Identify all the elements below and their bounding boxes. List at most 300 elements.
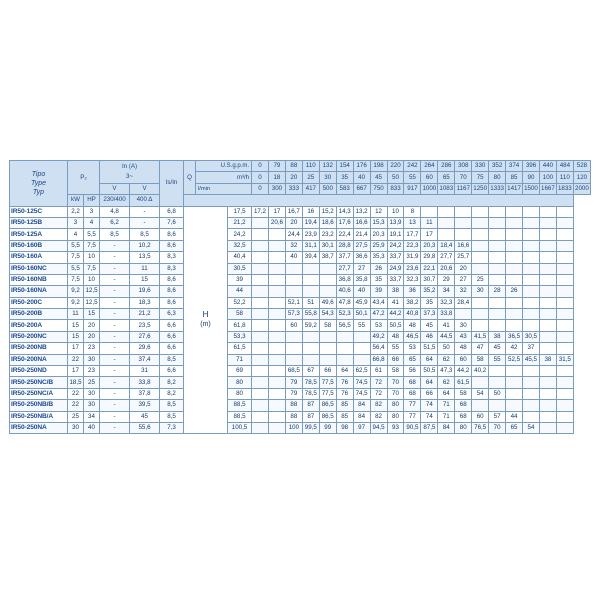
head-value	[285, 354, 302, 365]
head-value: 22,4	[336, 229, 353, 240]
head-value: 66	[421, 388, 438, 399]
power-hp: 40	[84, 422, 100, 433]
head-value	[252, 309, 269, 320]
power-kw: 5,5	[68, 240, 84, 251]
current-230: -	[100, 343, 130, 354]
head-value	[319, 343, 336, 354]
voltage-400-value: 400 Δ	[130, 195, 160, 206]
model-name: IR50-200C	[10, 297, 68, 308]
head-value: 55	[489, 354, 506, 365]
head-value: 94,5	[370, 422, 387, 433]
head-value	[336, 354, 353, 365]
current-400: 10,2	[130, 240, 160, 251]
head-label-unit: (m)	[200, 320, 211, 328]
power-hp: 34	[84, 411, 100, 422]
head-value	[455, 217, 472, 228]
kw-header: kW	[68, 195, 84, 206]
head-value	[523, 366, 540, 377]
head-value: 43	[455, 331, 472, 342]
head-value: 64	[421, 377, 438, 388]
model-name: IR50-250NA	[10, 422, 68, 433]
head-value	[556, 217, 573, 228]
flow-lmin-value: 300	[268, 183, 285, 194]
head-value: 90,5	[404, 422, 421, 433]
flow-lmin-value: 333	[285, 183, 302, 194]
table-row	[10, 309, 591, 320]
table-row	[10, 297, 591, 308]
power-kw: 3	[68, 217, 84, 228]
head-value	[489, 229, 506, 240]
head-value: 16,6	[455, 240, 472, 251]
current-230: -	[100, 320, 130, 331]
head-value: 64	[336, 366, 353, 377]
head-value	[268, 320, 285, 331]
head-value: 45,9	[353, 297, 370, 308]
head-value: 28	[489, 286, 506, 297]
head-value: 15,2	[319, 206, 336, 217]
head-value	[421, 206, 438, 217]
power-hp: 4	[84, 217, 100, 228]
head-value	[556, 229, 573, 240]
head-value: 86,5	[319, 411, 336, 422]
current-400: 45	[130, 411, 160, 422]
current-230: -	[100, 274, 130, 285]
head-value: 74	[421, 411, 438, 422]
head-value: 72	[370, 388, 387, 399]
head-value: 48	[387, 331, 404, 342]
head-value	[336, 343, 353, 354]
head-value: 67	[302, 366, 319, 377]
flow-m3h-value: 60	[421, 172, 438, 183]
head-value: 77	[404, 411, 421, 422]
head-value	[523, 297, 540, 308]
current-400: 13,5	[130, 252, 160, 263]
head-value: 13,9	[387, 217, 404, 228]
is-in-ratio: 8,5	[160, 354, 184, 365]
head-value: 88	[285, 400, 302, 411]
model-name: IR50-250NB/A	[10, 411, 68, 422]
head-value: 61,5	[228, 343, 252, 354]
head-value: 36	[404, 286, 421, 297]
power-kw: 15	[68, 320, 84, 331]
head-value: 40	[353, 286, 370, 297]
flow-lmin-value: 917	[404, 183, 421, 194]
head-value	[539, 286, 556, 297]
head-value	[438, 217, 455, 228]
flow-lmin-value: 667	[353, 183, 370, 194]
head-value	[472, 263, 489, 274]
head-value: 28,8	[336, 240, 353, 251]
head-value	[252, 229, 269, 240]
flow-usgpm-value: 352	[489, 161, 506, 172]
head-value: 39,4	[302, 252, 319, 263]
head-value: 10	[387, 206, 404, 217]
head-value: 51,5	[421, 343, 438, 354]
flow-lmin-value: 2000	[573, 183, 590, 194]
type-header-tipo: Tipo	[31, 170, 46, 178]
model-name: IR50-160NB	[10, 274, 68, 285]
power-kw: 11	[68, 309, 84, 320]
head-value	[523, 263, 540, 274]
is-in-ratio: 8,6	[160, 240, 184, 251]
head-value	[252, 217, 269, 228]
head-value	[489, 366, 506, 377]
current-header-label: In (A)	[121, 162, 138, 170]
head-value: 99,5	[302, 422, 319, 433]
flow-usgpm-value: 132	[319, 161, 336, 172]
model-name: IR50-200NB	[10, 343, 68, 354]
head-value: 33,8	[438, 309, 455, 320]
head-value: 99	[319, 422, 336, 433]
table-row	[10, 240, 591, 251]
head-value	[252, 286, 269, 297]
head-value: 47,8	[336, 297, 353, 308]
head-value: 51	[302, 297, 319, 308]
head-value	[506, 252, 523, 263]
head-value	[455, 229, 472, 240]
is-in-ratio: 8,2	[160, 377, 184, 388]
power-kw: 7,5	[68, 274, 84, 285]
is-in-ratio: 8,6	[160, 286, 184, 297]
head-value: 71	[438, 400, 455, 411]
head-value: 80	[387, 400, 404, 411]
head-value: 79	[285, 377, 302, 388]
head-value: 30,5	[523, 331, 540, 342]
head-value: 50	[489, 388, 506, 399]
head-value	[556, 286, 573, 297]
head-value: 100	[285, 422, 302, 433]
head-value: 84	[353, 411, 370, 422]
head-value: 54	[472, 388, 489, 399]
head-value	[539, 263, 556, 274]
head-value	[472, 206, 489, 217]
head-value	[268, 343, 285, 354]
head-value	[455, 309, 472, 320]
head-value	[353, 343, 370, 354]
head-value	[268, 252, 285, 263]
current-400: 39,5	[130, 400, 160, 411]
q-header: Q	[184, 161, 196, 195]
head-value: 36,8	[336, 274, 353, 285]
current-400: 31	[130, 366, 160, 377]
head-value: 76	[336, 377, 353, 388]
head-value	[336, 331, 353, 342]
flow-m3h-value: 70	[455, 172, 472, 183]
model-name: IR50-125B	[10, 217, 68, 228]
power-kw: 5,5	[68, 263, 84, 274]
head-value: 26	[506, 286, 523, 297]
head-value	[268, 274, 285, 285]
head-value: 87	[302, 411, 319, 422]
head-value	[523, 309, 540, 320]
head-value: 88,5	[228, 411, 252, 422]
current-400: 15	[130, 274, 160, 285]
head-value	[252, 422, 269, 433]
head-value: 58	[455, 388, 472, 399]
head-value: 62	[438, 377, 455, 388]
head-value: 35	[421, 297, 438, 308]
head-value	[556, 400, 573, 411]
head-value: 50,5	[421, 366, 438, 377]
head-value	[539, 309, 556, 320]
head-value	[523, 252, 540, 263]
head-value: 20,6	[438, 263, 455, 274]
flow-m3h-value: 110	[556, 172, 573, 183]
flow-usgpm-value: 440	[539, 161, 556, 172]
head-value: 32	[285, 240, 302, 251]
head-value: 27	[353, 263, 370, 274]
head-value: 61	[370, 366, 387, 377]
head-value: 82	[370, 400, 387, 411]
flow-lmin-value: 1667	[539, 183, 556, 194]
head-value	[489, 274, 506, 285]
is-in-ratio: 6,6	[160, 366, 184, 377]
head-value	[302, 331, 319, 342]
power-kw: 9,2	[68, 297, 84, 308]
current-400: 19,6	[130, 286, 160, 297]
is-in-ratio: 8,6	[160, 297, 184, 308]
head-value: 50	[438, 343, 455, 354]
head-value	[556, 343, 573, 354]
head-value: 28,4	[455, 297, 472, 308]
table-row	[10, 263, 591, 274]
is-in-ratio: 6,6	[160, 320, 184, 331]
head-value: 17,2	[252, 206, 269, 217]
head-value: 34	[438, 286, 455, 297]
head-value	[556, 388, 573, 399]
head-value	[268, 366, 285, 377]
is-in-ratio: 8,3	[160, 252, 184, 263]
head-value	[539, 411, 556, 422]
head-value	[556, 366, 573, 377]
flow-lmin-value: 1167	[455, 183, 472, 194]
head-value: 31,1	[302, 240, 319, 251]
current-400: 23,5	[130, 320, 160, 331]
head-value	[523, 400, 540, 411]
flow-m3h-value: 75	[472, 172, 489, 183]
head-value	[472, 309, 489, 320]
flow-m3h-value: 80	[489, 172, 506, 183]
head-value	[506, 309, 523, 320]
flow-usgpm-value: 88	[285, 161, 302, 172]
head-value	[506, 274, 523, 285]
head-value	[506, 320, 523, 331]
current-400: 55,6	[130, 422, 160, 433]
head-value: 35,8	[353, 274, 370, 285]
head-value: 25,9	[370, 240, 387, 251]
head-value	[252, 411, 269, 422]
head-value: 85	[336, 411, 353, 422]
head-value: 74	[421, 400, 438, 411]
head-value: 32,3	[404, 274, 421, 285]
head-value: 45	[421, 320, 438, 331]
head-value: 58	[472, 354, 489, 365]
head-value	[556, 320, 573, 331]
flow-usgpm-value: 264	[421, 161, 438, 172]
head-value	[268, 388, 285, 399]
head-value	[472, 400, 489, 411]
head-value: 19,4	[302, 217, 319, 228]
head-value: 31,5	[556, 354, 573, 365]
head-value	[268, 422, 285, 433]
is-in-ratio: 7,6	[160, 217, 184, 228]
head-value: 30,1	[319, 240, 336, 251]
head-value	[472, 240, 489, 251]
power-kw: 22	[68, 388, 84, 399]
flow-lmin-value: 833	[387, 183, 404, 194]
head-value: 44,2	[387, 309, 404, 320]
head-value: 49,2	[370, 331, 387, 342]
head-value: 17	[421, 229, 438, 240]
is-in-header: Is/In	[160, 161, 184, 207]
head-value: 40,2	[472, 366, 489, 377]
current-400: 27,6	[130, 331, 160, 342]
head-value	[556, 377, 573, 388]
head-value: 33,7	[387, 252, 404, 263]
table-row	[10, 377, 591, 388]
head-value	[472, 229, 489, 240]
head-value: 23,2	[319, 229, 336, 240]
current-400: -	[130, 217, 160, 228]
power-kw: 22	[68, 400, 84, 411]
head-value	[489, 240, 506, 251]
head-value	[523, 206, 540, 217]
head-value	[472, 320, 489, 331]
pump-performance-table-container	[9, 160, 591, 443]
head-value: 47,2	[370, 309, 387, 320]
head-value: 19,1	[387, 229, 404, 240]
head-value	[539, 343, 556, 354]
current-230: -	[100, 411, 130, 422]
head-value	[523, 229, 540, 240]
head-value: 93	[387, 422, 404, 433]
table-row	[10, 320, 591, 331]
head-value	[319, 331, 336, 342]
head-value: 16,7	[285, 206, 302, 217]
head-value	[523, 320, 540, 331]
head-value: 38,2	[404, 297, 421, 308]
flow-lmin-value: 1083	[438, 183, 455, 194]
power-kw: 30	[68, 422, 84, 433]
head-value	[506, 206, 523, 217]
head-value	[268, 411, 285, 422]
head-value: 80	[228, 388, 252, 399]
power-kw: 18,5	[68, 377, 84, 388]
head-value	[252, 354, 269, 365]
power-hp: 30	[84, 400, 100, 411]
head-value: 58	[319, 320, 336, 331]
head-value: 21,2	[228, 217, 252, 228]
head-value: 29	[438, 274, 455, 285]
head-value	[268, 297, 285, 308]
flow-m3h-value: 90	[523, 172, 540, 183]
head-value	[285, 331, 302, 342]
head-value: 82	[370, 411, 387, 422]
head-value: 60	[285, 320, 302, 331]
head-value	[252, 252, 269, 263]
flow-m3h-value: 45	[370, 172, 387, 183]
head-value: 24,4	[285, 229, 302, 240]
head-value	[506, 388, 523, 399]
power-hp: 23	[84, 366, 100, 377]
head-value: 38	[387, 286, 404, 297]
head-value: 55	[387, 343, 404, 354]
head-value	[523, 274, 540, 285]
power-hp: 3	[84, 206, 100, 217]
power-hp: 20	[84, 320, 100, 331]
head-value: 60	[472, 411, 489, 422]
power-kw: 2,2	[68, 206, 84, 217]
head-value	[506, 263, 523, 274]
head-value	[489, 217, 506, 228]
power-hp: 12,5	[84, 286, 100, 297]
current-230: -	[100, 297, 130, 308]
head-value: 77	[404, 400, 421, 411]
head-value: 40	[285, 252, 302, 263]
head-value: 70	[387, 388, 404, 399]
current-230: -	[100, 286, 130, 297]
head-value	[302, 286, 319, 297]
head-value: 22,1	[421, 263, 438, 274]
head-value	[252, 297, 269, 308]
head-value: 47,3	[438, 366, 455, 377]
head-value: 70	[489, 422, 506, 433]
current-230: -	[100, 309, 130, 320]
current-400: 8,5	[130, 229, 160, 240]
current-400: 21,2	[130, 309, 160, 320]
head-value	[252, 366, 269, 377]
head-value	[319, 286, 336, 297]
power-header: P₂	[68, 161, 100, 195]
head-value: 100,5	[228, 422, 252, 433]
head-value: 55,8	[302, 309, 319, 320]
head-value	[539, 274, 556, 285]
head-label	[184, 206, 228, 434]
head-value: 39	[228, 274, 252, 285]
is-in-ratio: 6,6	[160, 331, 184, 342]
is-in-ratio: 7,3	[160, 422, 184, 433]
head-value	[489, 206, 506, 217]
current-230: 4,8	[100, 206, 130, 217]
table-row	[10, 229, 591, 240]
head-value	[268, 229, 285, 240]
current-230: -	[100, 331, 130, 342]
head-value	[472, 252, 489, 263]
head-value: 74,5	[353, 377, 370, 388]
flow-usgpm-value: 308	[455, 161, 472, 172]
flow-lmin-value: 417	[302, 183, 319, 194]
power-hp: 7,5	[84, 263, 100, 274]
flow-m3h-value: 50	[387, 172, 404, 183]
head-value: 68	[404, 377, 421, 388]
head-value	[268, 354, 285, 365]
head-value	[438, 206, 455, 217]
flow-m3h-value: 65	[438, 172, 455, 183]
is-in-ratio: 6,8	[160, 206, 184, 217]
head-value: 20,6	[268, 217, 285, 228]
head-value: 53,3	[228, 331, 252, 342]
flow-lmin-value: 500	[319, 183, 336, 194]
head-value	[489, 252, 506, 263]
head-value: 37,7	[336, 252, 353, 263]
flow-usgpm-value: 484	[556, 161, 573, 172]
head-value: 49,6	[319, 297, 336, 308]
head-value: 66	[387, 354, 404, 365]
head-value: 72	[370, 377, 387, 388]
head-value: 27,5	[353, 240, 370, 251]
table-row	[10, 366, 591, 377]
is-in-ratio: 8,2	[160, 388, 184, 399]
